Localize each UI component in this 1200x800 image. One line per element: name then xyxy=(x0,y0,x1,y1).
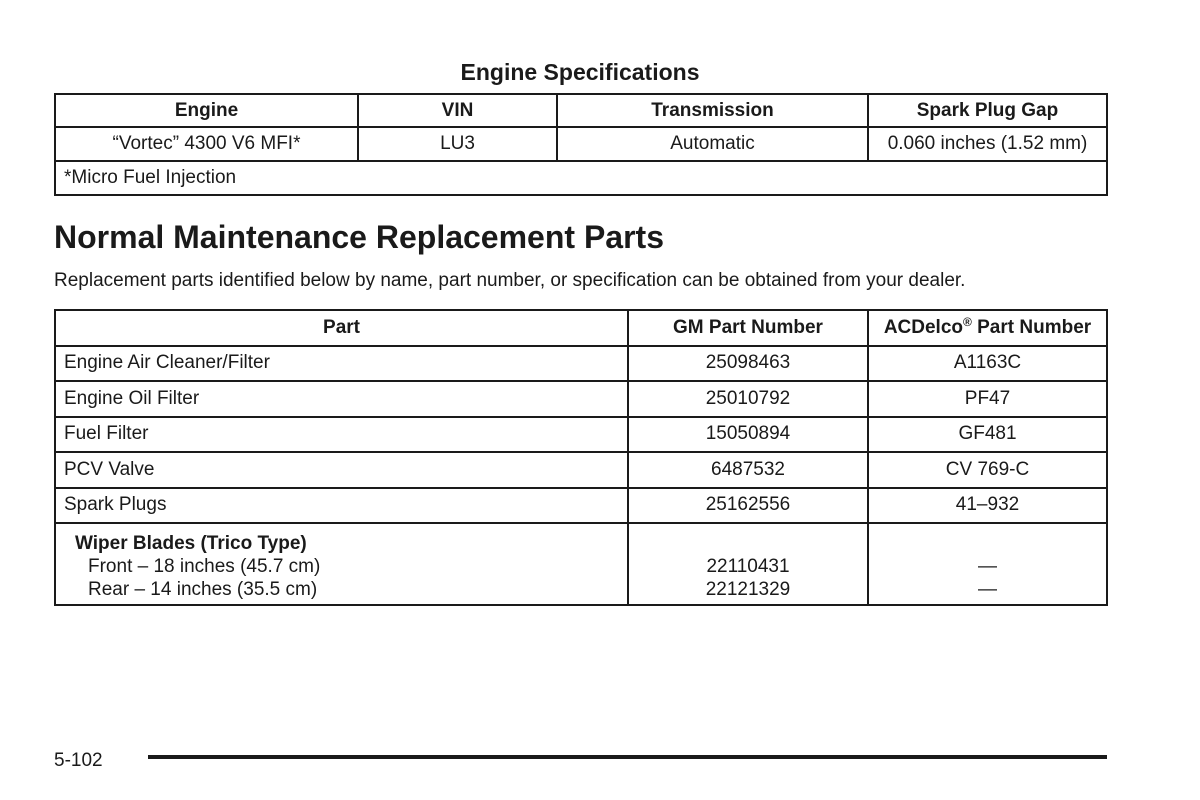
table-row xyxy=(55,346,1107,382)
acdelco-part-number: GF481 xyxy=(868,417,1107,453)
cell-spark-plug-gap: 0.060 inches (1.52 mm) xyxy=(868,127,1107,161)
cell-transmission: Automatic xyxy=(557,127,868,161)
section-title: Normal Maintenance Replacement Parts xyxy=(54,219,664,255)
gm-part-number: 6487532 xyxy=(628,452,868,488)
wiper-front-acdelco: — xyxy=(978,556,997,577)
footer-rule xyxy=(148,755,1107,759)
gm-part-number: 25098463 xyxy=(628,346,868,382)
cell-vin: LU3 xyxy=(358,127,557,161)
intro-text: Replacement parts identified below by name, part number, or specification can be obtained from your dealer. xyxy=(54,270,966,291)
wiper-blades-row xyxy=(55,523,1107,605)
cell-engine: “Vortec” 4300 V6 MFI* xyxy=(55,127,358,161)
header-engine: Engine xyxy=(55,94,358,127)
part-name: Engine Oil Filter xyxy=(55,381,628,417)
wiper-part-cell xyxy=(55,523,628,605)
acdelco-part-number: A1163C xyxy=(868,346,1107,382)
acdelco-suffix: Part Number xyxy=(971,316,1092,338)
gm-part-number: 15050894 xyxy=(628,417,868,453)
wiper-front-label: Front – 18 inches (45.7 cm) xyxy=(88,556,321,577)
table-row xyxy=(55,381,1107,417)
footnote: *Micro Fuel Injection xyxy=(55,161,1107,195)
table-row xyxy=(55,417,1107,453)
wiper-front-gm: 22110431 xyxy=(706,556,790,577)
wiper-rear-acdelco: — xyxy=(978,579,997,600)
header-acdelco-part-number xyxy=(868,310,1107,346)
wiper-rear-label: Rear – 14 inches (35.5 cm) xyxy=(88,579,318,600)
header-transmission: Transmission xyxy=(557,94,868,127)
wiper-rear-gm: 22121329 xyxy=(705,579,791,600)
part-name: Spark Plugs xyxy=(55,488,628,524)
part-name: Fuel Filter xyxy=(55,417,628,453)
table-row xyxy=(55,127,1107,161)
acdelco-part-number: CV 769-C xyxy=(868,452,1107,488)
gm-part-number: 25010792 xyxy=(628,381,868,417)
parts-header-row xyxy=(55,310,1107,346)
page-number: 5-102 xyxy=(54,750,103,771)
wiper-gm-cell xyxy=(628,523,868,605)
table-row xyxy=(55,488,1107,524)
acdelco-part-number: 41–932 xyxy=(868,488,1107,524)
engine-specs-title: Engine Specifications xyxy=(460,59,700,85)
header-part: Part xyxy=(55,310,628,346)
acdelco-part-number: PF47 xyxy=(868,381,1107,417)
header-spark-plug-gap: Spark Plug Gap xyxy=(868,94,1107,127)
engine-specs-table xyxy=(54,93,1108,196)
part-name: Engine Air Cleaner/Filter xyxy=(55,346,628,382)
parts-table xyxy=(54,309,1108,606)
engine-specs-header-row xyxy=(55,94,1107,127)
wiper-acdelco-cell xyxy=(868,523,1107,605)
header-gm-part-number: GM Part Number xyxy=(628,310,868,346)
part-name: PCV Valve xyxy=(55,452,628,488)
table-row xyxy=(55,452,1107,488)
wiper-blades-heading: Wiper Blades (Trico Type) xyxy=(75,533,307,554)
registered-mark: ® xyxy=(963,314,972,329)
gm-part-number: 25162556 xyxy=(628,488,868,524)
acdelco-brand: ACDelco xyxy=(883,316,964,338)
header-vin: VIN xyxy=(358,94,557,127)
footnote-row xyxy=(55,161,1107,195)
